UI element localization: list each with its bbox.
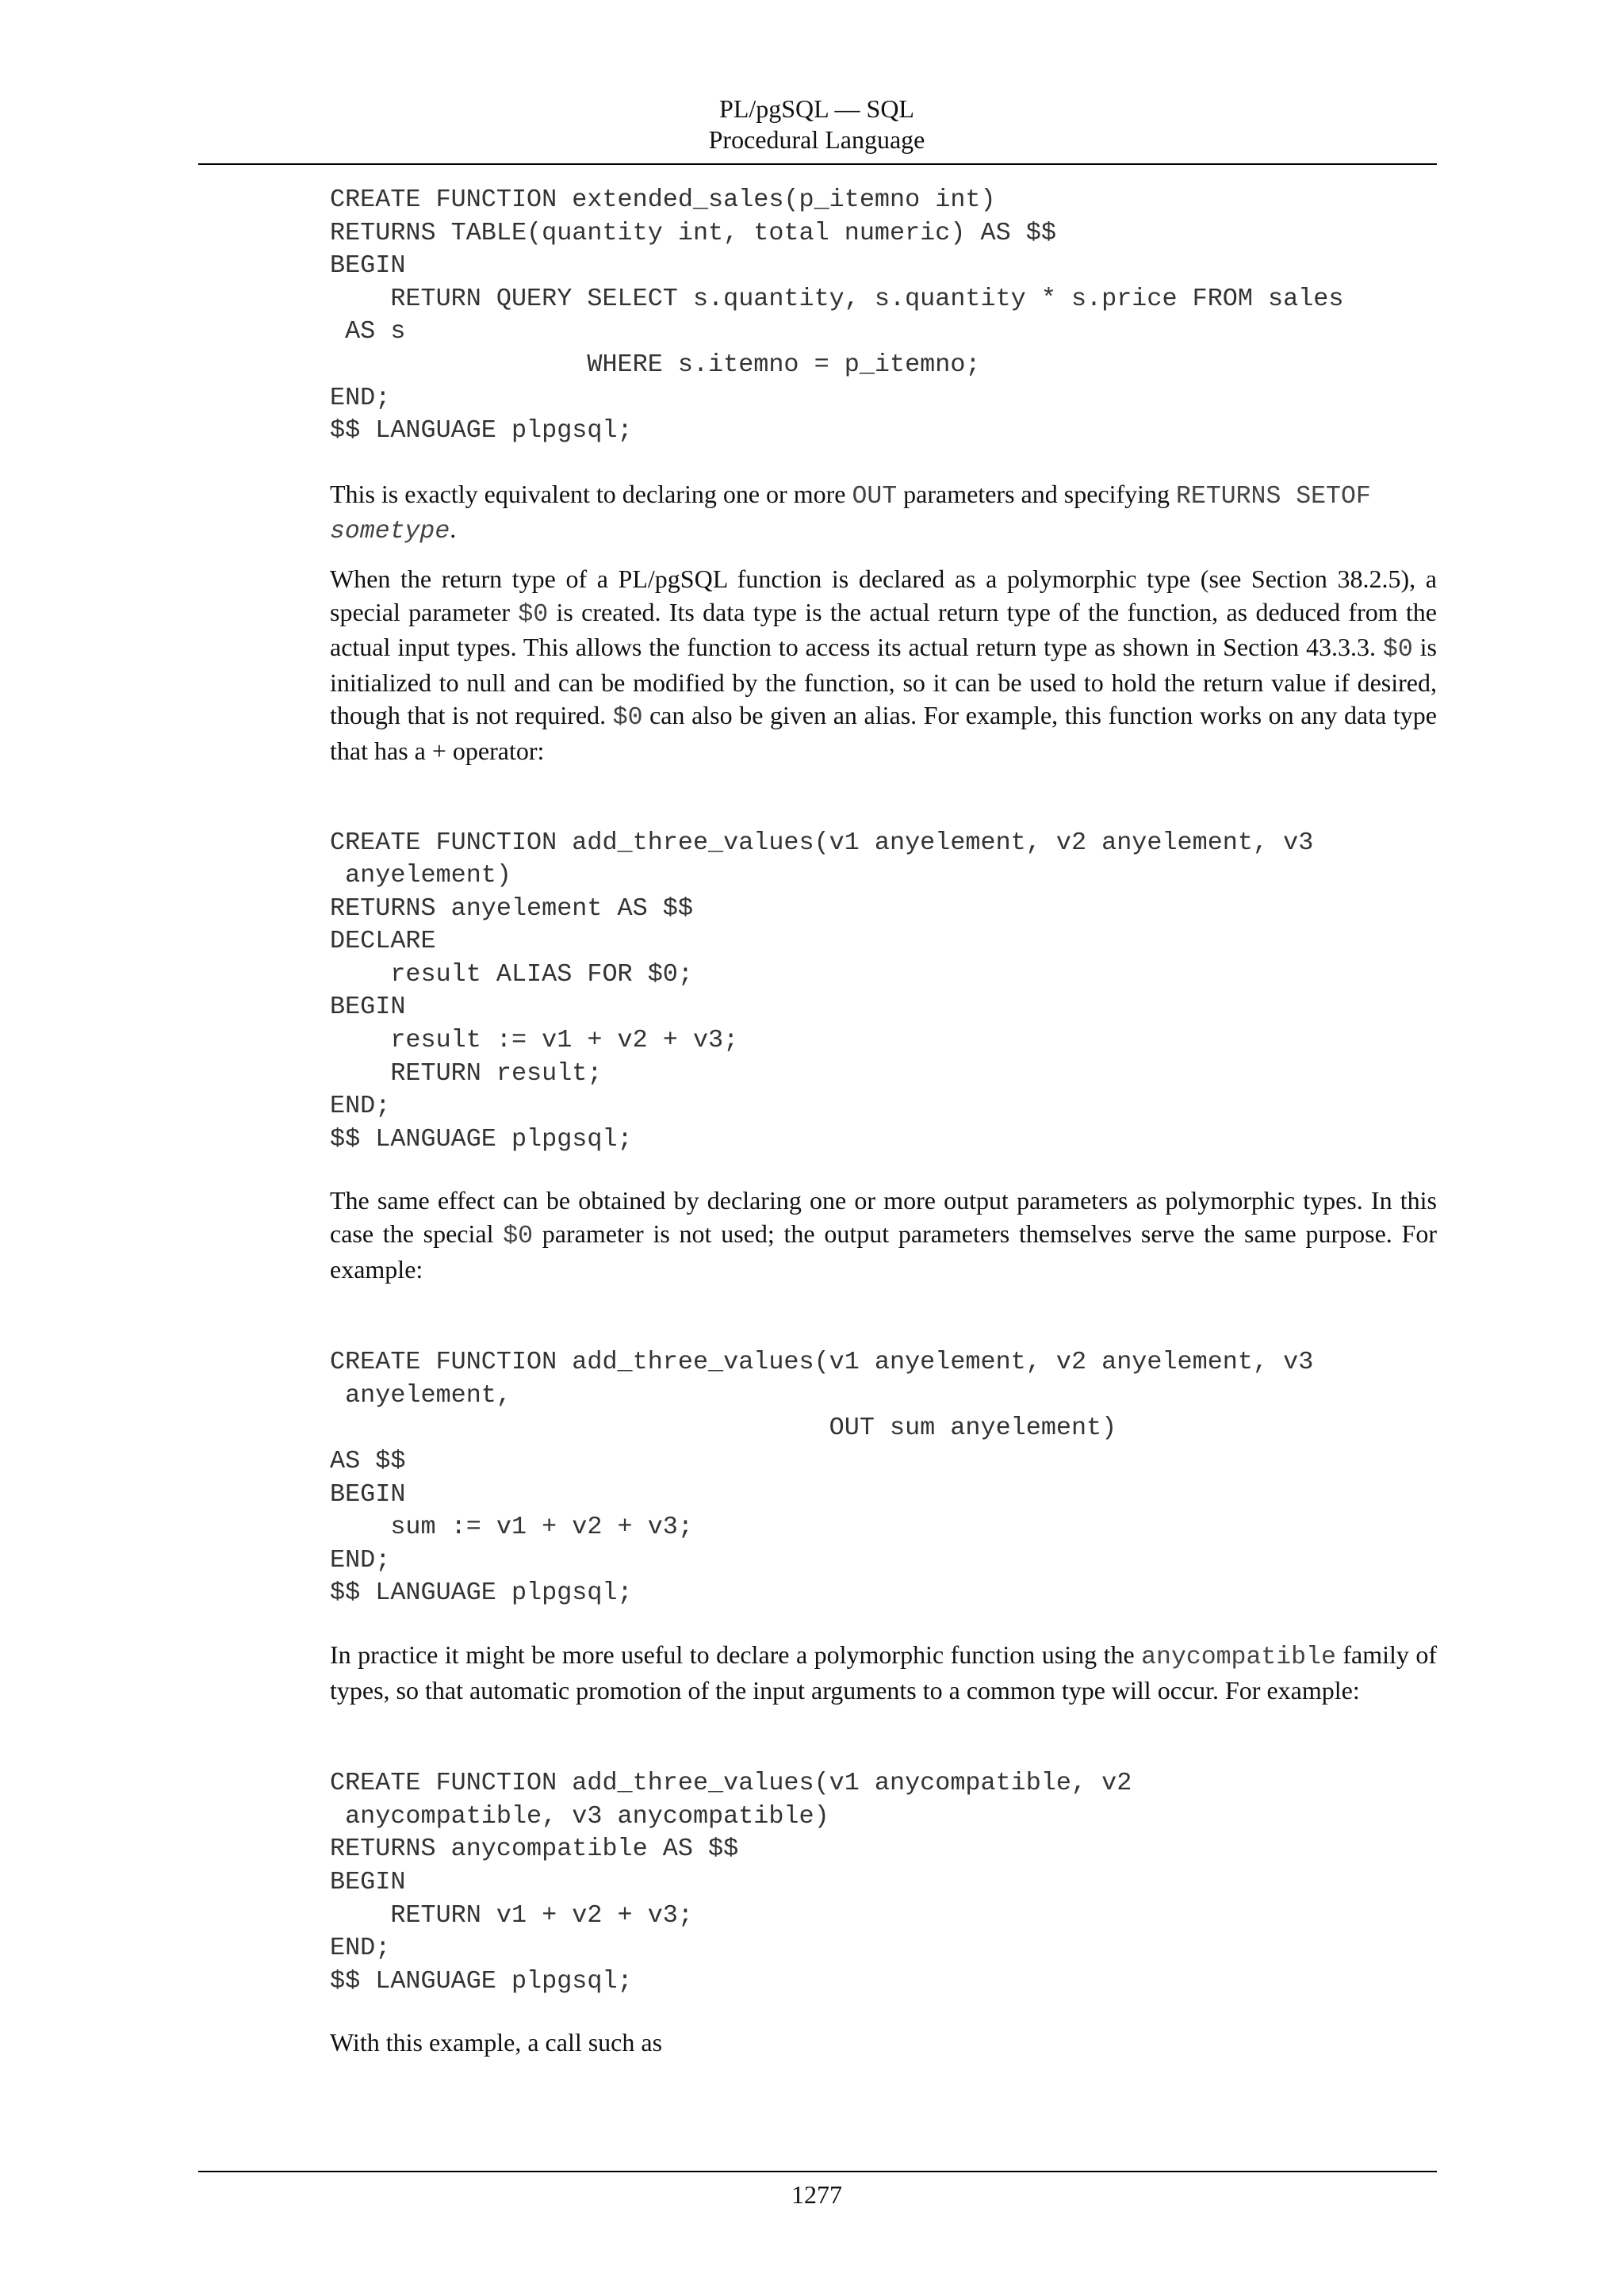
inline-code-dollar-zero: $0 (1382, 636, 1413, 664)
page-header (198, 94, 1435, 155)
inline-code-dollar-zero: $0 (518, 600, 549, 629)
paragraph-text: is created. Its data type is the actual return type of the function, as deduced from the actual input types. This allows the function to access its actual return type as shown in Section 43.3.3. (330, 597, 1438, 662)
paragraph-anycompatible (330, 1639, 1437, 1707)
paragraph-polymorphic-return (330, 563, 1437, 768)
paragraph-text: When the return type of a PL/pgSQL function is declared as a polymorphic type (see Section 38.2.5), a special parameter (330, 564, 1437, 626)
paragraph-text: parameters and specifying (897, 479, 1177, 508)
paragraph-text: parameter is not used; the output parameters themselves serve the same purpose. For example: (330, 1219, 1438, 1284)
code-block-add-three-values-anyelement: CREATE FUNCTION add_three_values(v1 anyelement, v2 anyelement, v3 anyelement) RETURNS anyelement AS $$ DECLARE result ALIAS FOR $0; BEGIN result := v1 + v2 + v3; RETURN result; END; $$ LANGUAGE plpgsql; (330, 828, 1314, 1154)
page-number: 1277 (791, 2180, 842, 2209)
footer-rule (198, 2171, 1437, 2172)
code-block-add-three-values-anycompatible: CREATE FUNCTION add_three_values(v1 anycompatible, v2 anycompatible, v3 anycompatible) RETURNS anycompatible AS $$ BEGIN RETURN v1 + v2 + v3; END; $$ LANGUAGE plpgsql; (330, 1769, 1132, 1996)
header-rule (198, 163, 1437, 165)
code-block-extended-sales: CREATE FUNCTION extended_sales(p_itemno int) RETURNS TABLE(quantity int, total numeric) AS $$ BEGIN RETURN QUERY SELECT s.quantity, s.quantity * s.price FROM sales AS s WHERE s.itemno = p_itemno; END; $$ LANGUAGE plpgsql; (330, 186, 1344, 446)
inline-code-returns-setof: RETURNS SETOF (1176, 482, 1371, 511)
inline-code-out: OUT (852, 482, 898, 511)
paragraph-call-example: With this example, a call such as (330, 2028, 663, 2057)
paragraph-text: can also be given an alias. For example, this function works on any data type that has a + operator: (330, 701, 1438, 765)
inline-code-sometype: sometype (330, 518, 450, 546)
paragraph-output-parameters (330, 1184, 1437, 1286)
paragraph-text: In practice it might be more useful to declare a polymorphic function using the (330, 1640, 1142, 1669)
inline-code-dollar-zero: $0 (612, 704, 643, 733)
code-block-add-three-values-out-sum: CREATE FUNCTION add_three_values(v1 anyelement, v2 anyelement, v3 anyelement, OUT sum anyelement) AS $$ BEGIN sum := v1 + v2 + v3; END; $$ LANGUAGE plpgsql; (330, 1348, 1314, 1608)
page-body (330, 184, 1437, 2060)
inline-code-anycompatible: anycompatible (1141, 1643, 1336, 1671)
header-title-line-2: Procedural Language (708, 125, 925, 154)
paragraph-text: This is exactly equivalent to declaring one or more (330, 479, 852, 508)
paragraph-text: . (450, 515, 457, 544)
paragraph-text: family of types, so that automatic promotion of the input arguments to a common type will occur. For example: (330, 1640, 1438, 1705)
paragraph-returns-table-equivalence (330, 478, 1437, 549)
paragraph-text: The same effect can be obtained by declaring one or more output parameters as polymorphic types. In this case the special (330, 1186, 1437, 1249)
header-title-line-1: PL/pgSQL — SQL (719, 94, 914, 123)
paragraph-text: is initialized to null and can be modified by the function, so it can be used to hold the return value if desired, though that is not required. (330, 633, 1438, 730)
inline-code-dollar-zero: $0 (503, 1223, 534, 1251)
